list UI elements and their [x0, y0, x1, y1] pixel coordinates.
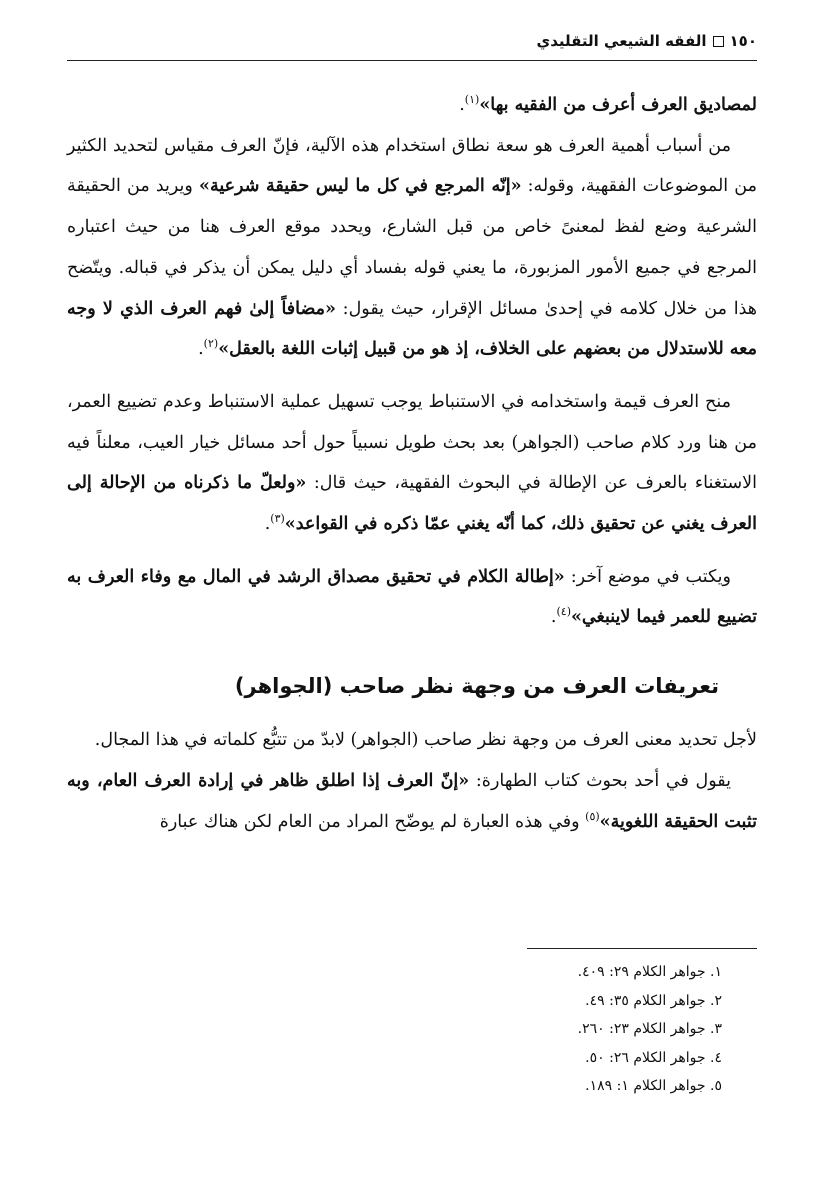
footnote: ٢. جواهر الكلام ٣٥: ٤٩.: [585, 992, 722, 1009]
running-header: [67, 30, 757, 52]
quote: «إطالة الكلام في تحقيق مصداق الرشد في المال مع وفاء العرف به تضييع للعمر فيما لاينبغي»: [67, 566, 757, 628]
footnote: ٣. جواهر الكلام ٢٣: ٢٦٠.: [577, 1021, 722, 1037]
paragraph-1: لمصاديق العرف أعرف من الفقيه بها»$^{(١)}$.: [459, 93, 757, 115]
book-title: الفقه الشيعي التقليدي: [536, 32, 707, 50]
quote: «إنّ العرف إذا اطلق ظاهر في إرادة العرف العام، وبه تثبت الحقيقة اللغوية»: [67, 770, 757, 832]
footnote-ref-1: (١): [464, 93, 480, 107]
main-text: [67, 85, 757, 842]
footnote-rule: [527, 948, 757, 949]
paragraph-4: ويكتب في موضع آخر: «إطالة الكلام في تحقيق مصداق الرشد في المال مع وفاء العرف به تضييع للعمر فيما لاينبغي»$^{(٤)}$.: [67, 566, 757, 628]
paragraph-6: يقول في أحد بحوث كتاب الطهارة: «إنّ العرف إذا اطلق ظاهر في إرادة العرف العام، وبه تثبت الحقيقة اللغوية»$^{(٥)}$ وفي هذه العبارة لم يوضّح المراد من العام لكن هناك عبارة: [67, 770, 757, 832]
quote-continuation: لمصاديق العرف أعرف من الفقيه بها»: [479, 95, 757, 115]
footnote-ref-5: (٥): [585, 809, 600, 823]
paragraph-2: من أسباب أهمية العرف هو سعة نطاق استخدام هذه الآلية، فإنّ العرف مقياس لتحديد الكثير من الموضوعات الفقهية، وقوله: «إنّه المرجع في كل ما ليس حقيقة شرعية» ويريد من الحقيقة الشرعية وضع لفظ لمعنىً خاص من قبل الشارع، ويحدد موقع العرف هنا من حيث اعتباره المرجع في جميع الأمور المزبورة، ما يعني قوله بفساد أي دليل يمكن أن يذكر في قباله. ويتّضح هذا من خلال كلامه في إحدىٰ مسائل الإقرار، حيث يقول: «مضافاً إلىٰ فهم العرف الذي لا وجه معه للاستدلال من بعضهم على الخلاف، إذ هو من قبيل إثبات اللغة بالعقل»$^{(٢)}$.: [67, 135, 757, 360]
quote: «إنّه المرجع في كل ما ليس حقيقة شرعية»: [199, 176, 522, 197]
footnote-ref-4: (٤): [556, 605, 571, 619]
footnote: ٥. جواهر الكلام ١: ١٨٩.: [585, 1078, 722, 1094]
paragraph-3: منح العرف قيمة واستخدامه في الاستنباط يوجب تسهيل عملية الاستنباط وعدم تضييع العمر، من هنا ورد كلام صاحب (الجواهر) بعد بحث طويل نسبياً حول أحد مسائل خيار العيب، معلناً فيه الاستغناء بالعرف عن الإطالة في البحوث الفقهية، حيث قال: «ولعلّ ما ذكرناه من الإحالة إلى العرف يغني عن تحقيق ذلك، كما أنّه يغني عمّا ذكره في القواعد»$^{(٣)}$.: [67, 391, 757, 535]
separator-square-icon: [713, 36, 724, 47]
page-number: ١٥٠: [729, 32, 757, 50]
footnotes: [162, 958, 722, 1101]
footnote-ref-3: (٣): [270, 512, 285, 526]
footnote: ٤. جواهر الكلام ٢٦: ٥٠.: [585, 1049, 722, 1066]
section-title: تعريفات العرف من وجهة نظر صاحب (الجواهر): [234, 674, 719, 699]
quote: «ولعلّ ما ذكرناه من الإحالة إلى العرف يغني عن تحقيق ذلك، كما أنّه يغني عمّا ذكره في القواعد»: [67, 473, 757, 535]
paragraph-5: لأجل تحديد معنى العرف من وجهة نظر صاحب (الجواهر) لابدّ من تتبُّع كلماته في هذا المجال.: [94, 730, 757, 751]
header-rule: [67, 60, 757, 61]
quote: «مضافاً إلىٰ فهم العرف الذي لا وجه معه للاستدلال من بعضهم على الخلاف، إذ هو من قبيل إثبات اللغة بالعقل»: [67, 298, 757, 360]
footnote: ١. جواهر الكلام ٢٩: ٤٠٩.: [577, 964, 722, 980]
footnote-ref-2: (٢): [203, 337, 219, 351]
